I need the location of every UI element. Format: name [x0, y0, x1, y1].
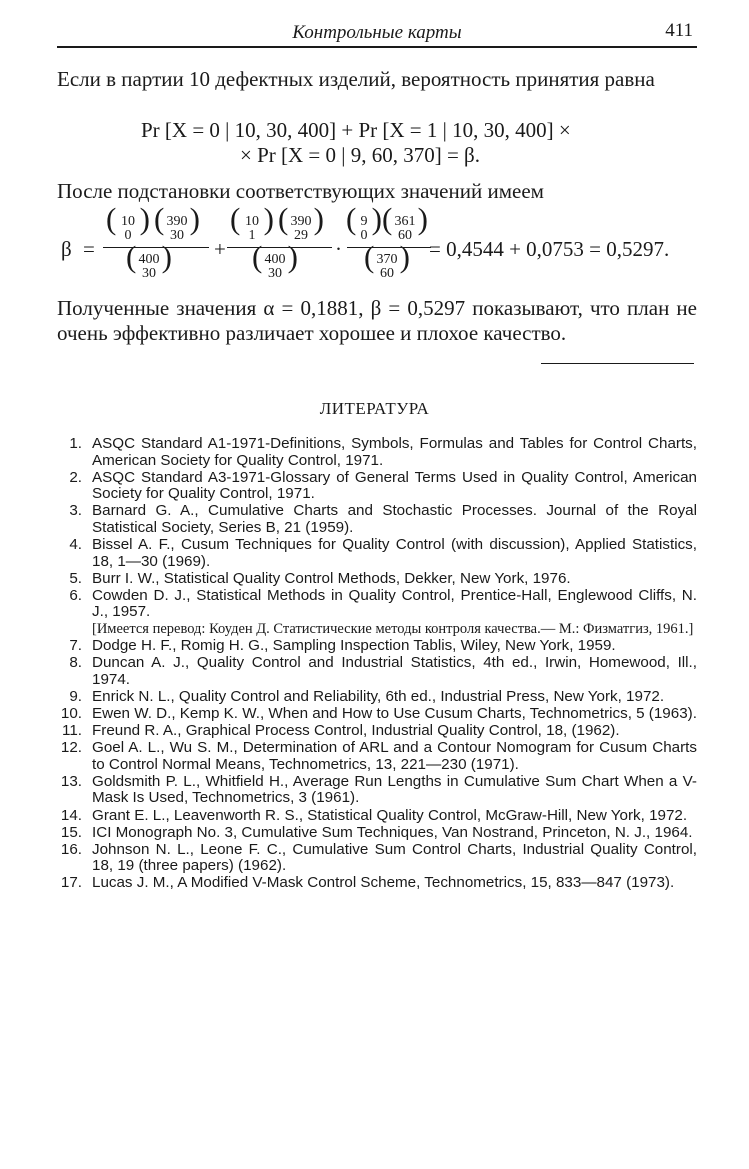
reference-item	[57, 436, 697, 469]
reference-number: 1.	[69, 435, 82, 452]
reference-item	[57, 842, 697, 875]
reference-text: Bissel A. F., Cusum Techniques for Quality Control (with discussion), Applied Statistics, 18, 1—30 (1969).	[92, 536, 697, 570]
binom-lower: 0	[360, 228, 368, 243]
fraction-2	[227, 201, 332, 288]
fraction-1	[103, 201, 209, 288]
reference-item	[57, 689, 697, 706]
reference-number: 4.	[69, 536, 82, 554]
reference-item	[57, 655, 697, 688]
reference-item	[57, 706, 697, 723]
reference-item	[57, 537, 697, 570]
reference-text: Lucas J. M., A Modified V-Mask Control Scheme, Technometrics, 15, 833—847 (1973).	[92, 874, 675, 892]
reference-text: Freund R. A., Graphical Process Control, Industrial Quality Control, 18, (1962).	[92, 722, 620, 740]
reference-number: 5.	[69, 569, 82, 587]
reference-text: ASQC Standard A1-1971-Definitions, Symbols, Formulas and Tables for Control Charts, American Society for Quality Control, 1971.	[92, 435, 697, 469]
binom-frac1-den: ( 400 30 )	[126, 239, 172, 281]
reference-text: Dodge H. F., Romig H. G., Sampling Inspection Tablis, Wiley, New York, 1959.	[92, 637, 616, 655]
binom-lower: 30	[268, 266, 282, 281]
binom-upper: 390	[166, 214, 188, 229]
binom-lower: 1	[248, 228, 256, 243]
literature-heading: ЛИТЕРАТУРА	[319, 399, 430, 418]
binom-lower: 29	[294, 228, 308, 243]
reference-number: 16.	[60, 840, 82, 858]
reference-item	[57, 638, 697, 655]
binom-upper: 10	[121, 214, 135, 229]
reference-number: 7.	[69, 637, 82, 655]
reference-item	[57, 808, 697, 825]
reference-number: 10.	[60, 705, 82, 722]
reference-item	[57, 470, 697, 503]
fraction-3	[346, 201, 431, 288]
binom-upper: 400	[264, 252, 286, 267]
reference-item	[57, 723, 697, 740]
reference-item	[57, 503, 697, 536]
page-number: 411	[665, 20, 693, 41]
reference-item	[57, 774, 697, 807]
reference-number: 13.	[60, 772, 82, 790]
reference-number: 3.	[69, 502, 82, 520]
running-header	[57, 18, 697, 48]
beta-formula	[57, 201, 707, 288]
equation-line-2: × Pr [X = 0 | 9, 60, 370] = β.	[240, 143, 480, 167]
binom-lower: 30	[170, 228, 184, 243]
reference-number: 8.	[69, 654, 82, 672]
paragraph-substitution: После подстановки соответствующих значений имеем	[57, 179, 544, 203]
fraction-bar	[103, 247, 209, 248]
binom-upper: 370	[376, 252, 398, 267]
reference-number: 2.	[69, 468, 82, 486]
reference-text: Grant E. L., Leavenworth R. S., Statistical Quality Control, McGraw-Hill, New York, 1972.	[92, 806, 688, 824]
reference-number: 9.	[69, 687, 82, 705]
binom-lower: 0	[124, 228, 132, 243]
binom-frac2-den: ( 400 30 )	[252, 239, 298, 281]
binom-frac3-num1: ( 9 0 )	[346, 201, 382, 243]
formula-plus: +	[214, 237, 226, 261]
binom-frac2-num2: ( 390 29 )	[278, 201, 324, 243]
reference-text: Burr I. W., Statistical Quality Control Methods, Dekker, New York, 1976.	[92, 569, 571, 587]
reference-text: Ewen W. D., Kemp K. W., When and How to Use Cusum Charts, Technometrics, 5 (1963).	[92, 705, 697, 722]
equation-line-1: Pr [X = 0 | 10, 30, 400] + Pr [X = 1 | 10, 30, 400] ×	[141, 118, 571, 142]
section-divider	[541, 363, 694, 364]
formula-equals: =	[83, 237, 95, 261]
binom-upper: 10	[245, 214, 259, 229]
reference-item	[57, 588, 697, 638]
binom-lower: 30	[142, 266, 156, 281]
reference-item	[57, 825, 697, 842]
reference-item	[57, 875, 697, 892]
fraction-bar	[347, 247, 431, 248]
binom-upper: 9	[360, 214, 368, 229]
reference-item	[57, 740, 697, 773]
reference-text: Johnson N. L., Leone F. C., Cumulative Sum Control Charts, Industrial Quality Control, 18, 19 (three papers) (1962).	[92, 840, 697, 875]
binom-frac2-num1: ( 10 1 )	[230, 201, 274, 243]
reference-text: Barnard G. A., Cumulative Charts and Stochastic Processes. Journal of the Royal Statistical Society, Series B, 21 (1959).	[92, 502, 697, 536]
binom-upper: 390	[290, 214, 312, 229]
binom-upper: 361	[394, 214, 416, 229]
binom-lower: 60	[380, 266, 394, 281]
fraction-bar	[227, 247, 332, 248]
reference-text: ASQC Standard A3-1971-Glossary of General Terms Used in Quality Control, American Society for Quality Control, 1971.	[92, 468, 697, 503]
reference-text: Duncan A. J., Quality Control and Industrial Statistics, 4th ed., Irwin, Homewood, Ill., 1974.	[92, 654, 697, 688]
binom-frac3-den: ( 370 60 )	[364, 239, 410, 281]
reference-text: Goldsmith P. L., Whitfield H., Average Run Lengths in Cumulative Sum Chart When a V-Mask Is Used, Technometrics, 3 (1961).	[92, 772, 697, 807]
reference-number: 6.	[69, 586, 82, 604]
reference-number: 12.	[60, 739, 82, 757]
reference-text: ICI Monograph No. 3, Cumulative Sum Techniques, Van Nostrand, Princeton, N. J., 1964.	[92, 823, 693, 841]
reference-number: 14.	[60, 806, 82, 824]
binom-frac3-num2: ( 361 60 )	[382, 201, 428, 243]
binom-frac1-num1: ( 10 0 )	[106, 201, 150, 243]
translation-note: [Имеется перевод: Коуден Д. Статистические методы контроля качества.— М.: Физматгиз, 1961.]	[92, 621, 694, 638]
reference-number: 15.	[60, 823, 82, 841]
reference-item	[57, 571, 697, 588]
reference-text: Cowden D. J., Statistical Methods in Quality Control, Prentice-Hall, Englewood Cliffs, N. J., 1957.	[92, 586, 697, 621]
formula-dot: ·	[335, 237, 342, 261]
binom-lower: 60	[398, 228, 412, 243]
reference-text: Enrick N. L., Quality Control and Reliability, 6th ed., Industrial Press, New York, 1972.	[92, 687, 665, 705]
paragraph-conclusion: Полученные значения α = 0,1881, β = 0,5297 показывают, что план не очень эффективно различает хорошее и плохое качество.	[57, 296, 697, 345]
formula-beta-symbol: β	[61, 237, 72, 261]
reference-text: Goel A. L., Wu S. M., Determination of ARL and a Contour Nomogram for Cusum Charts to Control Normal Means, Technometrics, 13, 221—230 (1971).	[92, 739, 697, 773]
formula-result: = 0,4544 + 0,0753 = 0,5297.	[429, 237, 670, 261]
reference-list	[57, 436, 697, 893]
paragraph-acceptance-probability: Если в партии 10 дефектных изделий, вероятность принятия равна	[57, 67, 655, 91]
binom-frac1-num2: ( 390 30 )	[154, 201, 200, 243]
reference-number: 11.	[62, 722, 82, 740]
reference-number: 17.	[60, 874, 82, 892]
running-title: Контрольные карты	[292, 22, 462, 43]
binom-upper: 400	[138, 252, 160, 267]
